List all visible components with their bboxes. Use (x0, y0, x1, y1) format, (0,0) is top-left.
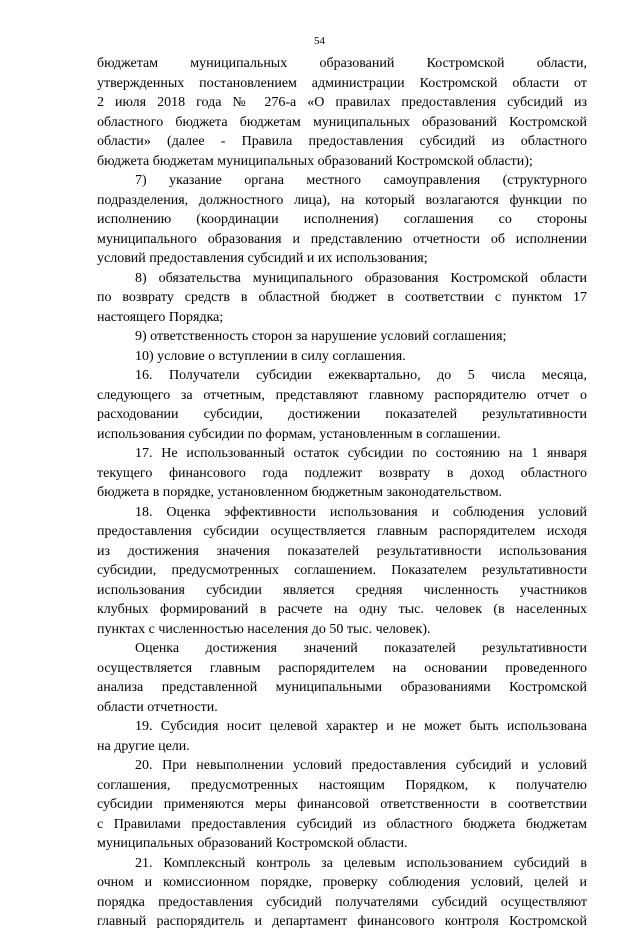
text-line: муниципального образования и представлению отчетности об исполнении (97, 231, 587, 247)
text-line: области отчетности. (97, 699, 218, 715)
text-line: настоящего Порядка; (97, 309, 224, 325)
text-line: анализа представленной муниципальными образованиями Костромской (97, 680, 587, 695)
text-line: текущего финансового года подлежит возврату в доход областного (97, 465, 587, 481)
text-line: расходовании субсидии, достижении показателей результативности (97, 407, 587, 422)
text-line: условий предоставления субсидий и их использования; (97, 251, 428, 266)
text-line: 10) условие о вступлении в силу соглашения. (135, 348, 406, 364)
paragraph (97, 327, 587, 347)
paragraph (97, 269, 587, 328)
text-line: муниципальных образований Костромской области. (97, 836, 408, 851)
text-line: исполнению (координации исполнения) соглашения со стороны (97, 212, 587, 227)
text-line: клубных формирований в расчете на одну тыс. человек (в населенных (97, 602, 587, 617)
paragraph (97, 639, 587, 717)
text-line: по возврату средств в областной бюджет в соответствии с пунктом 17 (97, 290, 587, 305)
text-line: бюджета бюджетам муниципальных образований Костромской области); (97, 153, 533, 169)
text-line: областного бюджета бюджетам муниципальных образований Костромской (97, 114, 587, 130)
text-line: с Правилами предоставления субсидий из областного бюджета бюджетам (97, 816, 587, 832)
text-line: 7) указание органа местного самоуправления (структурного (135, 173, 587, 188)
text-line: Оценка достижения значений показателей результативности (135, 641, 587, 656)
text-line: субсидии применяются меры финансовой ответственности в соответствии (97, 797, 587, 812)
paragraph (97, 503, 587, 640)
text-line: подразделения, должностного лица), на который возлагаются функции по (97, 192, 587, 208)
text-line: 17. Не использованный остаток субсидии по состоянию на 1 января (135, 446, 587, 461)
text-line: осуществляется главным распорядителем на основании проведенного (97, 660, 587, 676)
text-line: использования субсидии по формам, установленным в соглашении. (97, 426, 501, 442)
paragraph (97, 171, 587, 269)
text-line: 2 июля 2018 года № 276-а «О правилах предоставления субсидий из (97, 95, 587, 110)
paragraph (97, 347, 587, 367)
paragraph (97, 444, 587, 503)
paragraph (97, 854, 587, 932)
text-line: соглашения, предусмотренных настоящим Порядком, к получателю (97, 777, 587, 793)
text-line: предоставления субсидии осуществляется главным распорядителем исходя (97, 524, 587, 539)
paragraph (97, 756, 587, 854)
text-line: главный распорядитель и департамент финансового контроля Костромской (97, 914, 587, 929)
text-line: 19. Субсидия носит целевой характер и не может быть использована (135, 719, 587, 734)
text-line: бюджета в порядке, установленном бюджетным законодательством. (97, 485, 503, 500)
text-line: 18. Оценка эффективности использования и соблюдения условий (135, 504, 587, 520)
text-line: 9) ответственность сторон за нарушение условий соглашения; (135, 329, 507, 344)
paragraph (97, 54, 587, 171)
paragraph (97, 366, 587, 444)
paragraph (97, 717, 587, 756)
text-line: 21. Комплексный контроль за целевым использованием субсидий в (135, 855, 587, 871)
text-line: субсидии, предусмотренных соглашением. Показателем результативности (97, 563, 587, 578)
page-number: 54 (314, 35, 325, 47)
text-line: порядка предоставления субсидий получателями субсидий осуществляют (97, 894, 587, 910)
text-line: очном и комиссионном порядке, проверку соблюдения условий, целей и (97, 875, 587, 890)
text-line: бюджетам муниципальных образований Костромской области, (97, 56, 587, 71)
text-line: следующего за отчетным, представляют главному распорядителю отчет о (97, 387, 587, 403)
text-line: использования субсидии является средняя численность участников (97, 582, 587, 598)
text-line: утвержденных постановлением администрации Костромской области от (97, 75, 587, 91)
text-line: из достижения значения показателей результативности использования (97, 543, 587, 559)
text-line: 20. При невыполнении условий предоставления субсидий и условий (135, 758, 587, 773)
text-line: на другие цели. (97, 738, 190, 754)
text-line: 8) обязательства муниципального образования Костромской области (135, 270, 587, 286)
text-line: области» (далее - Правила предоставления субсидий из областного (97, 134, 587, 149)
text-line: пунктах с численностью населения до 50 тыс. человек). (97, 621, 431, 637)
document-body (97, 54, 587, 932)
text-line: 16. Получатели субсидии ежеквартально, до 5 числа месяца, (135, 368, 587, 383)
